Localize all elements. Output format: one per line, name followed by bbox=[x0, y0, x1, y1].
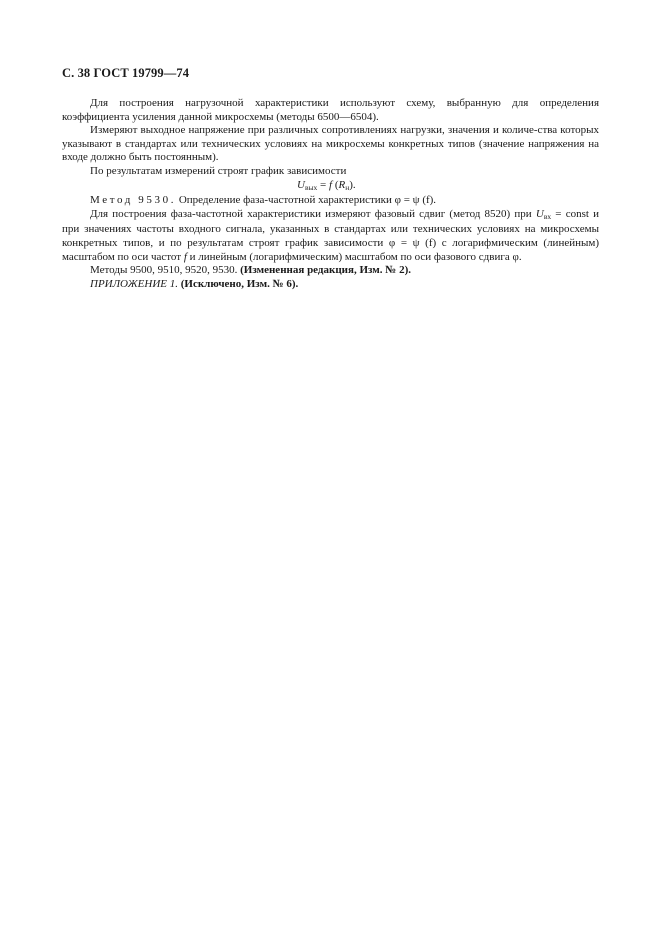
formula-lhs: U bbox=[297, 178, 305, 191]
formula-f: f bbox=[329, 178, 333, 191]
formula-close: ). bbox=[349, 178, 356, 191]
phase-u: U bbox=[535, 207, 544, 220]
formula-lhs-sub: вых bbox=[304, 182, 318, 192]
phase-u-sub: вх bbox=[543, 211, 552, 221]
formula-uout bbox=[62, 179, 599, 195]
paragraph-load-characteristic: Для построения нагрузочной характеристики используют схему, выбранную для определения коэффициента усиления данной микросхемы (методы 6500—6504). bbox=[62, 97, 599, 123]
method-text: Определение фаза-частотной характеристики φ = ψ (f). bbox=[176, 194, 437, 207]
phase-f: f bbox=[183, 250, 187, 263]
methods-amendment: (Измененная редакция, Изм. № 2). bbox=[240, 264, 411, 277]
formula-r: R bbox=[338, 178, 346, 191]
formula-eq: = bbox=[317, 178, 330, 191]
paragraph-methods-list bbox=[62, 264, 599, 278]
appendix-title: ПРИЛОЖЕНИЕ 1. bbox=[90, 277, 178, 290]
paragraph-plot-dependency: По результатам измерений строят график зависимости bbox=[90, 164, 347, 177]
page-header: С. 38 ГОСТ 19799—74 bbox=[62, 66, 190, 80]
formula-open: ( bbox=[332, 178, 339, 191]
formula-r-sub: н bbox=[345, 182, 350, 192]
paragraph-output-voltage: Измеряют выходное напряжение при различных сопротивлениях нагрузки, значения и количе-ства которых указывают в стандартах или технических условиях на микросхемы конкретных типов (значение напряжения на входе должно быть постоянным). bbox=[62, 124, 599, 164]
phase-text-start: Для построения фаза-частотной характеристики измеряют фазовый сдвиг (метод 8520) при bbox=[90, 207, 536, 220]
phase-text-end: и линейным (логарифмическим) масштабом по оси фазового сдвига φ. bbox=[186, 250, 522, 263]
methods-text: Методы 9500, 9510, 9520, 9530. bbox=[90, 264, 241, 277]
paragraph-method-9530 bbox=[62, 194, 599, 208]
appendix-excluded: (Исключено, Изм. № 6). bbox=[177, 277, 299, 290]
phase-text-mid: = const и при значениях частоты входного сигнала, указанных в стандартах или технических условиях на микросхемы конкретных типов, и по результатам строят график зависимости φ = ψ (f) с логарифмическим (линейным) масштабом по оси частот bbox=[62, 207, 599, 263]
document-body bbox=[62, 97, 599, 291]
paragraph-appendix bbox=[62, 278, 599, 292]
method-label: Метод 9530. bbox=[90, 194, 177, 207]
paragraph-phase-frequency bbox=[62, 208, 599, 264]
